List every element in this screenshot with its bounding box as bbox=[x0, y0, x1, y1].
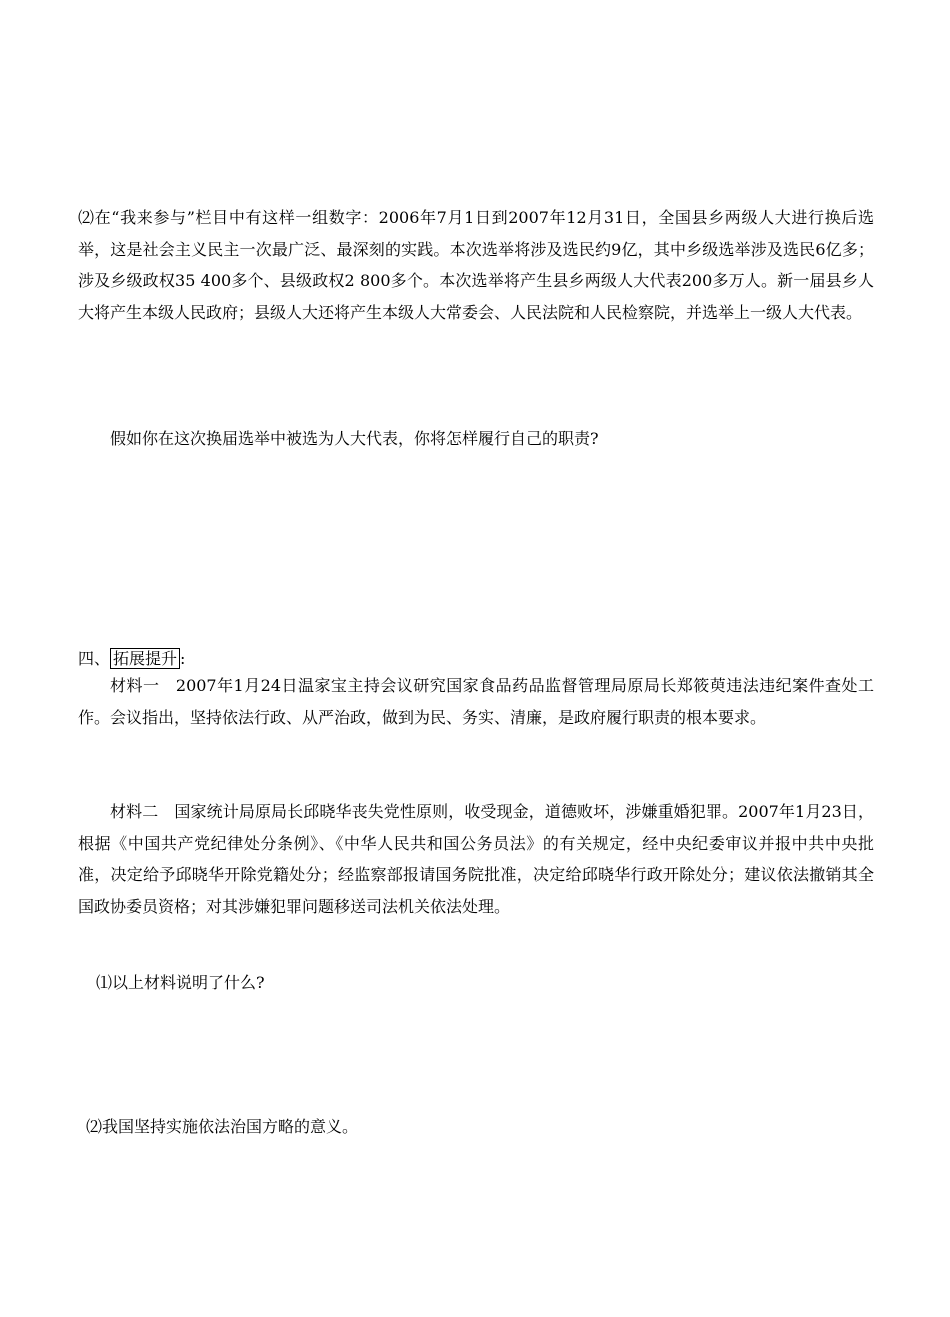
section-4-question-2: ⑵我国坚持实施依法治国方略的意义。 bbox=[86, 1117, 359, 1136]
material-1-paragraph: 材料一 2007年1月24日温家宝主持会议研究国家食品药品监督管理局原局长郑筱萸违法违纪案件查处工作。会议指出，坚持依法行政、从严治政，做到为民、务实、清廉，是政府履行职责的根本要求。 bbox=[78, 676, 874, 727]
material-2-paragraph: 材料二 国家统计局原局长邱晓华丧失党性原则，收受现金，道德败坏，涉嫌重婚犯罪。2007年1月23日，根据《中国共产党纪律处分条例》、《中华人民共和国公务员法》的有关规定，经中央纪委审议并报中共中央批准，决定给予邱晓华开除党籍处分；经监察部报请国务院批准，决定给邱晓华行政开除处分；建议依法撤销其全国政协委员资格；对其涉嫌犯罪问题移送司法机关依法处理。 bbox=[78, 802, 874, 916]
section-4-title: 拓展提升 bbox=[110, 648, 180, 669]
section-4-heading bbox=[78, 648, 185, 670]
question-2-prompt: 假如你在这次换届选举中被选为人大代表，你将怎样履行自己的职责? bbox=[110, 429, 599, 448]
section-4-prefix: 四、 bbox=[78, 649, 111, 668]
question-2-paragraph: ⑵在“我来参与”栏目中有这样一组数字：2006年7月1日到2007年12月31日，全国县乡两级人大进行换后选举，这是社会主义民主一次最广泛、最深刻的实践。本次选举将涉及选民约9亿，其中乡级选举涉及选民6亿多；涉及乡级政权35 400多个、县级政权2 800多个。本次选举将产生县乡两级人大代表200多万人。新一届县乡人大将产生本级人民政府；县级人大还将产生本级人大常委会、人民法院和人民检察院，并选举上一级人大代表。 bbox=[78, 208, 874, 322]
section-4-suffix: : bbox=[180, 649, 186, 668]
section-4-question-1: ⑴以上材料说明了什么? bbox=[96, 973, 265, 992]
